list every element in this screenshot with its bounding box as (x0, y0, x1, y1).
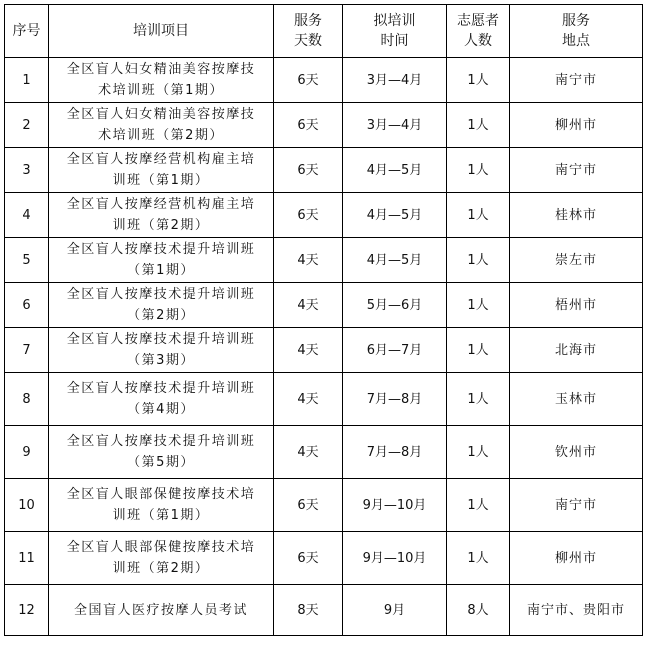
header-days (274, 5, 343, 58)
cell-volunteers: 1人 (447, 426, 510, 479)
cell-project (49, 103, 274, 148)
cell-time: 9月—10月 (343, 479, 447, 532)
table-row (5, 103, 643, 148)
cell-volunteers: 1人 (447, 238, 510, 283)
cell-index: 1 (5, 58, 49, 103)
cell-days: 6天 (274, 193, 343, 238)
cell-time: 3月—4月 (343, 58, 447, 103)
cell-project-line2: （第2期） (127, 308, 195, 323)
cell-place: 南宁市 (510, 58, 643, 103)
cell-days: 8天 (274, 585, 343, 636)
cell-project (49, 426, 274, 479)
cell-time: 7月—8月 (343, 373, 447, 426)
cell-days: 6天 (274, 58, 343, 103)
cell-place: 崇左市 (510, 238, 643, 283)
cell-volunteers: 8人 (447, 585, 510, 636)
cell-place: 梧州市 (510, 283, 643, 328)
cell-project-line2: （第4期） (127, 402, 195, 417)
cell-project-line1: 全区盲人眼部保健按摩技术培 (66, 487, 256, 502)
cell-project (49, 479, 274, 532)
cell-volunteers: 1人 (447, 328, 510, 373)
cell-place: 柳州市 (510, 103, 643, 148)
cell-project-line1: 全区盲人眼部保健按摩技术培 (66, 540, 256, 555)
table-row (5, 283, 643, 328)
cell-place: 桂林市 (510, 193, 643, 238)
cell-project-line1: 全区盲人按摩技术提升培训班 (66, 287, 256, 302)
cell-project-line2: （第1期） (127, 263, 195, 278)
table-row (5, 479, 643, 532)
cell-index: 12 (5, 585, 49, 636)
cell-project-line2: 术培训班（第2期） (98, 128, 224, 143)
table-row (5, 328, 643, 373)
cell-index: 2 (5, 103, 49, 148)
cell-days: 6天 (274, 103, 343, 148)
cell-index: 9 (5, 426, 49, 479)
training-schedule-table (4, 4, 643, 636)
table-row (5, 193, 643, 238)
cell-days: 6天 (274, 479, 343, 532)
table-row (5, 373, 643, 426)
cell-time: 7月—8月 (343, 426, 447, 479)
cell-place: 南宁市 (510, 479, 643, 532)
cell-days: 4天 (274, 283, 343, 328)
cell-project-line1: 全国盲人医疗按摩人员考试 (73, 602, 248, 618)
cell-place: 钦州市 (510, 426, 643, 479)
cell-time: 6月—7月 (343, 328, 447, 373)
header-volunteers-line2: 人数 (464, 33, 492, 49)
cell-days: 6天 (274, 148, 343, 193)
cell-project-line2: 训班（第1期） (112, 508, 210, 523)
cell-index: 5 (5, 238, 49, 283)
cell-project (49, 283, 274, 328)
cell-days: 4天 (274, 238, 343, 283)
cell-days: 4天 (274, 328, 343, 373)
header-index-label: 序号 (12, 23, 41, 39)
cell-volunteers: 1人 (447, 283, 510, 328)
cell-volunteers: 1人 (447, 373, 510, 426)
table-row (5, 585, 643, 636)
cell-index: 4 (5, 193, 49, 238)
cell-project-line1: 全区盲人按摩技术提升培训班 (66, 434, 256, 449)
cell-place: 南宁市 (510, 148, 643, 193)
header-place-line1: 服务 (562, 13, 590, 29)
cell-volunteers: 1人 (447, 103, 510, 148)
cell-project-line2: 训班（第1期） (112, 173, 210, 188)
table-header-row (5, 5, 643, 58)
cell-project (49, 148, 274, 193)
header-project (49, 5, 274, 58)
cell-time: 5月—6月 (343, 283, 447, 328)
cell-project (49, 328, 274, 373)
cell-project (49, 238, 274, 283)
cell-time: 9月—10月 (343, 532, 447, 585)
cell-days: 4天 (274, 373, 343, 426)
cell-project (49, 193, 274, 238)
cell-project-line2: 训班（第2期） (112, 218, 210, 233)
cell-volunteers: 1人 (447, 479, 510, 532)
cell-volunteers: 1人 (447, 532, 510, 585)
header-place-line2: 地点 (562, 33, 590, 49)
cell-index: 11 (5, 532, 49, 585)
cell-days: 4天 (274, 426, 343, 479)
header-volunteers-line1: 志愿者 (457, 13, 499, 29)
cell-index: 8 (5, 373, 49, 426)
header-days-line1: 服务 (294, 13, 322, 29)
header-time-line1: 拟培训 (373, 13, 416, 29)
cell-index: 3 (5, 148, 49, 193)
cell-time: 4月—5月 (343, 238, 447, 283)
table-row (5, 238, 643, 283)
table-row (5, 148, 643, 193)
header-volunteers (447, 5, 510, 58)
cell-project-line1: 全区盲人按摩经营机构雇主培 (66, 197, 256, 212)
header-time (343, 5, 447, 58)
cell-time: 4月—5月 (343, 193, 447, 238)
cell-volunteers: 1人 (447, 193, 510, 238)
header-index (5, 5, 49, 58)
cell-project-line2: 术培训班（第1期） (98, 83, 224, 98)
cell-time: 4月—5月 (343, 148, 447, 193)
header-days-line2: 天数 (294, 33, 322, 49)
cell-project-line2: 训班（第2期） (112, 561, 210, 576)
cell-project-line1: 全区盲人按摩经营机构雇主培 (66, 152, 256, 167)
header-time-line2: 时间 (380, 33, 409, 49)
cell-place: 玉林市 (510, 373, 643, 426)
cell-project-line1: 全区盲人妇女精油美容按摩技 (66, 62, 256, 77)
header-project-label: 培训项目 (133, 23, 189, 39)
cell-project (49, 532, 274, 585)
cell-index: 6 (5, 283, 49, 328)
cell-time: 9月 (343, 585, 447, 636)
cell-place: 北海市 (510, 328, 643, 373)
cell-volunteers: 1人 (447, 148, 510, 193)
cell-index: 10 (5, 479, 49, 532)
cell-project-line1: 全区盲人按摩技术提升培训班 (66, 332, 256, 347)
cell-project-line2: （第3期） (127, 353, 195, 368)
cell-volunteers: 1人 (447, 58, 510, 103)
cell-project-line2: （第5期） (127, 455, 195, 470)
cell-time: 3月—4月 (343, 103, 447, 148)
table-row (5, 426, 643, 479)
cell-project-line1: 全区盲人妇女精油美容按摩技 (66, 107, 256, 122)
table-row (5, 58, 643, 103)
cell-project (49, 373, 274, 426)
cell-project (49, 58, 274, 103)
cell-place: 柳州市 (510, 532, 643, 585)
cell-project (49, 585, 274, 636)
cell-index: 7 (5, 328, 49, 373)
cell-place: 南宁市、贵阳市 (510, 585, 643, 636)
cell-project-line1: 全区盲人按摩技术提升培训班 (66, 242, 256, 257)
header-place (510, 5, 643, 58)
cell-days: 6天 (274, 532, 343, 585)
table-row (5, 532, 643, 585)
cell-project-line1: 全区盲人按摩技术提升培训班 (66, 381, 256, 396)
